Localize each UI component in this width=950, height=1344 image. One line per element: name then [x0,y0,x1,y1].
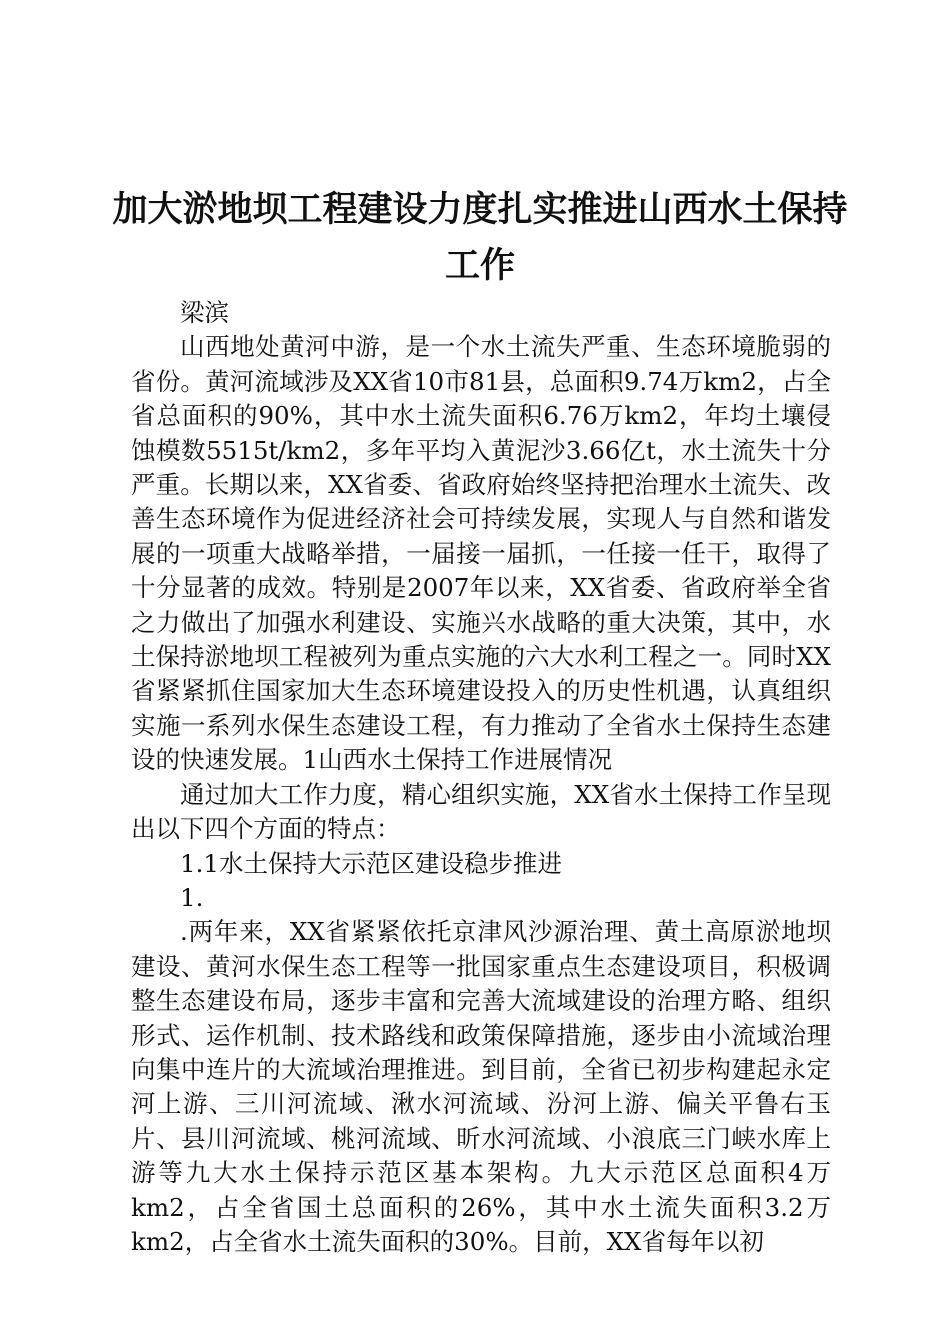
paragraph-intro: 山西地处黄河中游，是一个水土流失严重、生态环境脆弱的省份。黄河流域涉及XX省10市81县，总面积9.74万km2，占全省总面积的90%，其中水土流失面积6.76万km2，年均土壤侵蚀模数5515t/km2，多年平均入黄泥沙3.66亿t，水土流失十分严重。长期以来，XX省委、省政府始终坚持把治理水土流失、改善生态环境作为促进经济社会可持续发展，实现人与自然和谐发展的一项重大战略举措，一届接一届抓，一任接一任干，取得了十分显著的成效。特别是2007年以来，XX省委、省政府举全省之力做出了加强水利建设、实施兴水战略的重大决策，其中，水土保持淤地坝工程被列为重点实施的六大水利工程之一。同时XX省紧紧抓住国家加大生态环境建设投入的历史性机遇，认真组织实施一系列水保生态建设工程，有力推动了全省水土保持生态建设的快速发展。1山西水土保持工作进展情况 [131,332,831,775]
document-body [131,296,831,1259]
paragraph-features: 通过加大工作力度，精心组织实施，XX省水土保持工作呈现出以下四个方面的特点： [131,779,831,844]
author-name: 梁滨 [180,298,229,327]
document-title: 加大淤地坝工程建设力度扎实推进山西水土保持工作 [112,189,848,286]
section-number: 1. [180,882,204,912]
section-heading-1-1: 1.1水土保持大示范区建设稳步推进 [180,848,562,878]
paragraph-demonstration-areas: .两年来，XX省紧紧依托京津风沙源治理、黄土高原淤地坝建设、黄河水保生态工程等一批国家重点生态建设项目，积极调整生态建设布局，逐步丰富和完善大流域建设的治理方略、组织形式、运作机制、技术路线和政策保障措施，逐步由小流域治理向集中连片的大流域治理推进。到目前，全省已初步构建起永定河上游、三川河流域、湫水河流域、汾河上游、偏关平鲁右玉片、县川河流域、桃河流域、昕水河流域、小浪底三门峡水库上游等九大水土保持示范区基本架构。九大示范区总面积4万km2，占全省国土总面积的26%，其中水土流失面积3.2万km2，占全省水土流失面积的30%。目前，XX省每年以初 [131,917,831,1256]
